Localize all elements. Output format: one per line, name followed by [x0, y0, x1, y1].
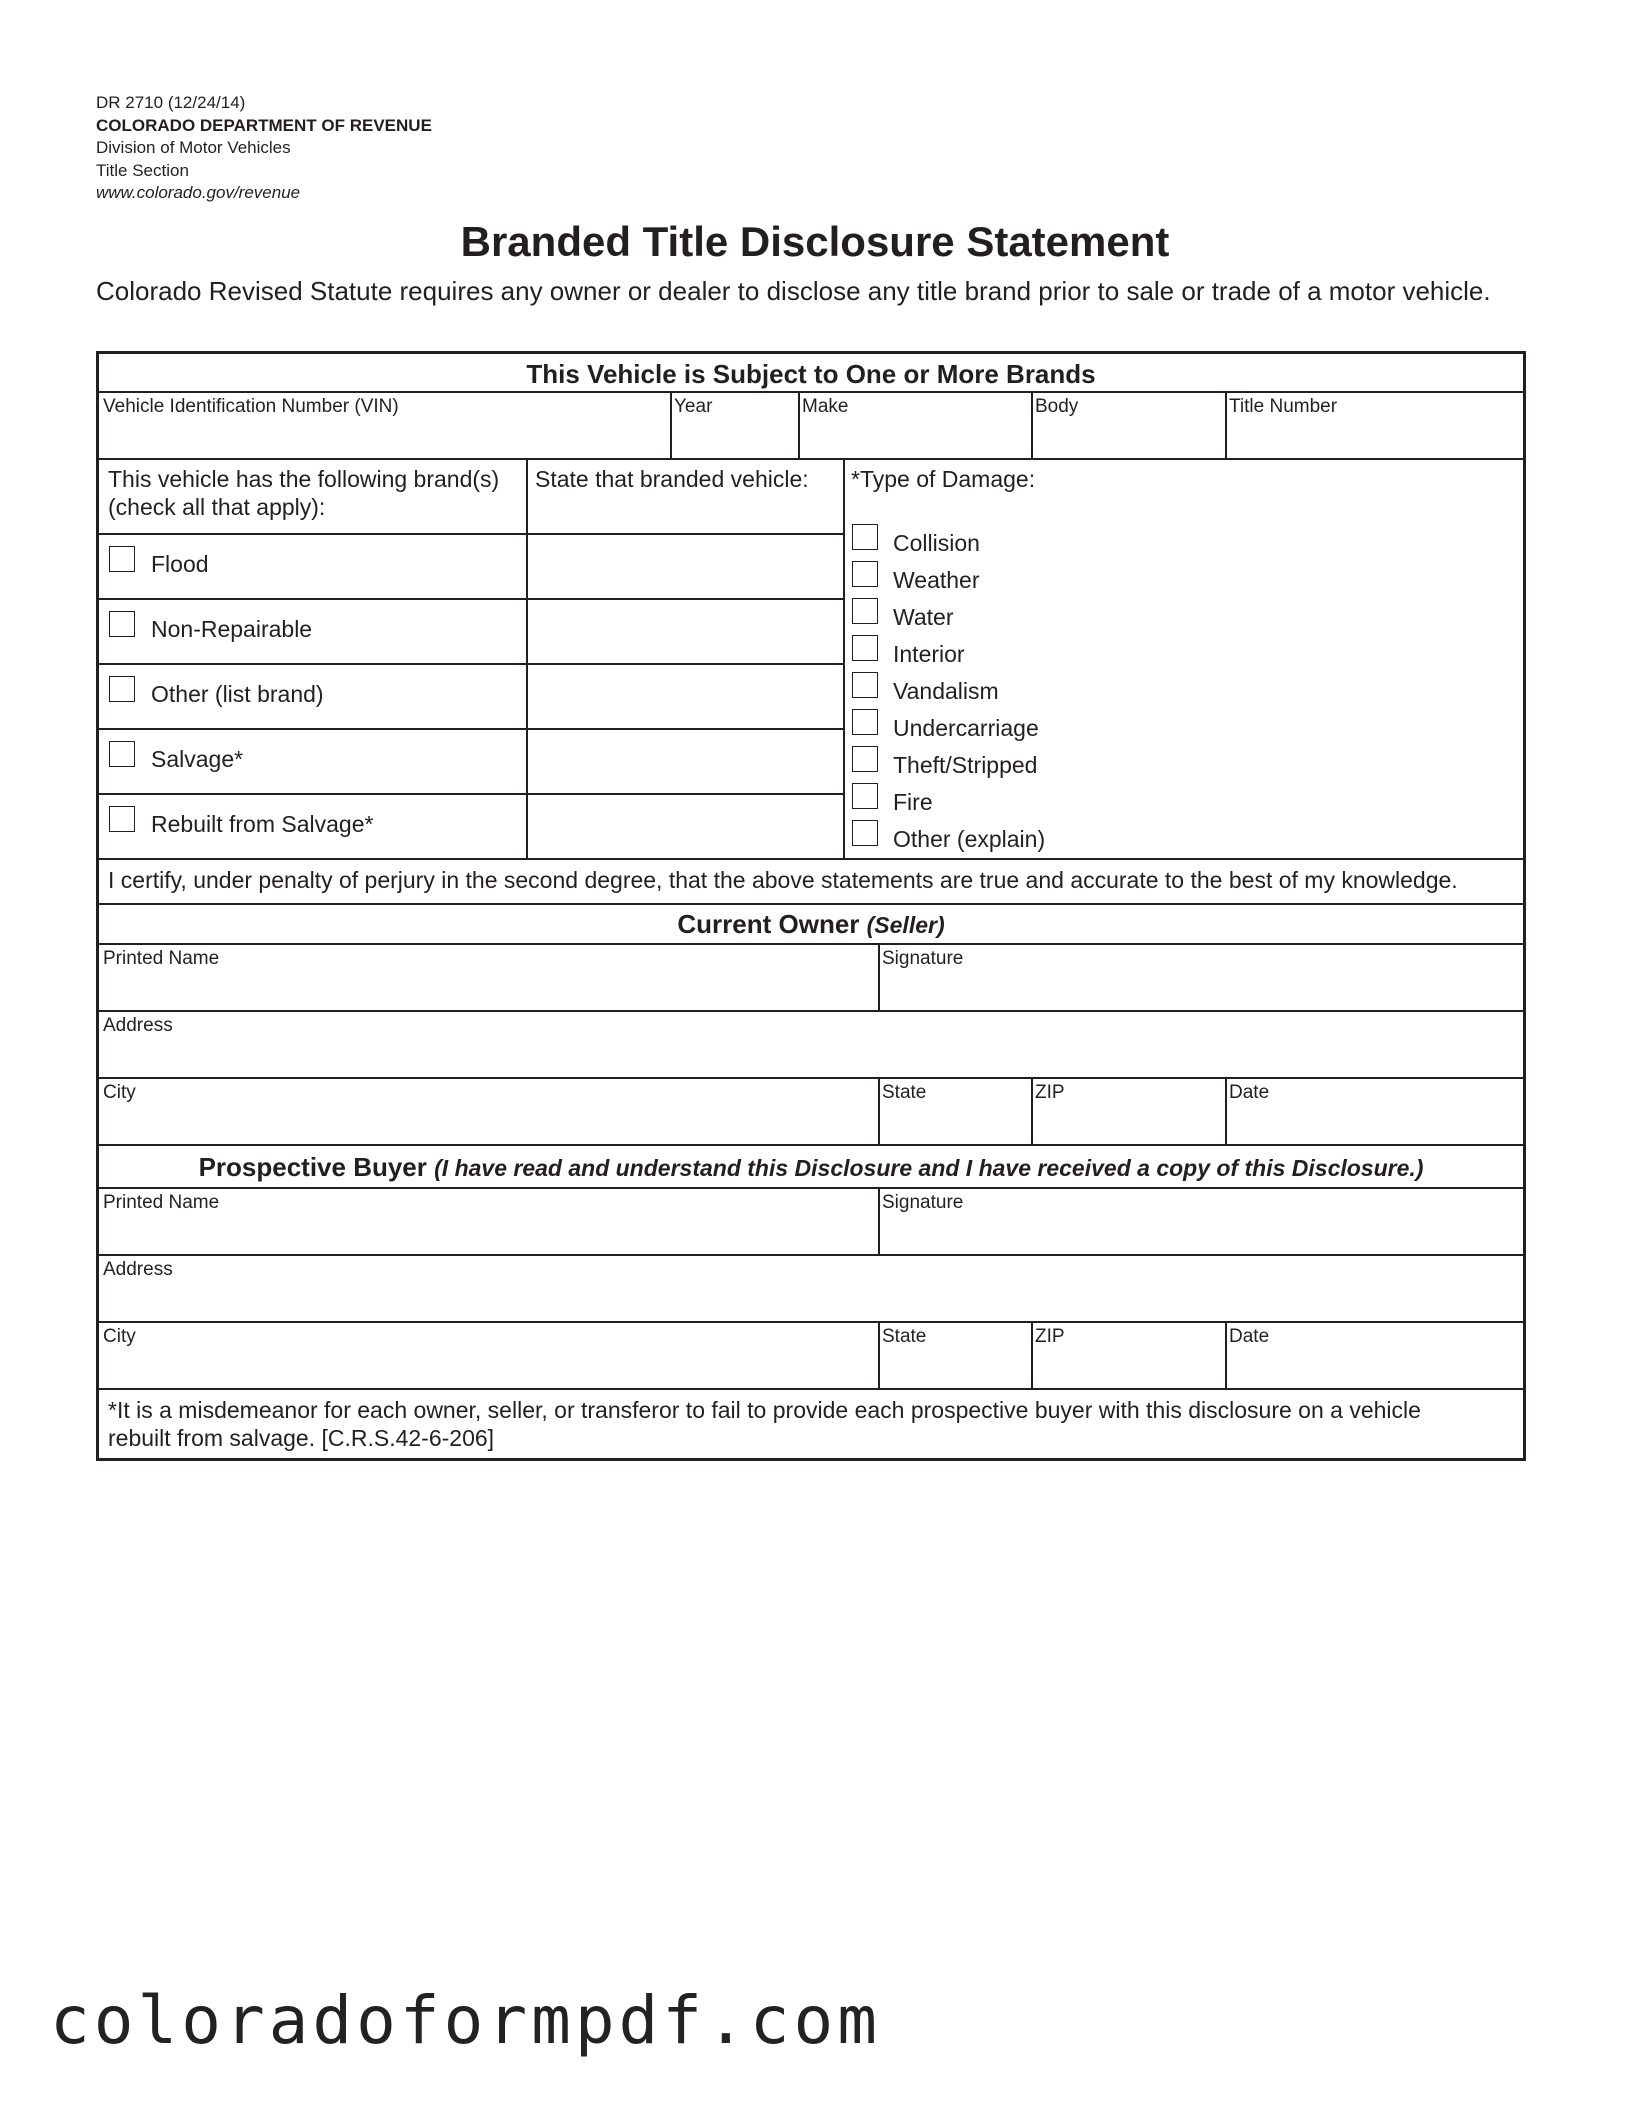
collision-label: Collision — [893, 530, 980, 556]
make-label: Make — [802, 396, 849, 417]
undercarriage-label: Undercarriage — [893, 715, 1039, 741]
vin-input[interactable] — [103, 422, 667, 454]
page-title: Branded Title Disclosure Statement — [460, 218, 1170, 265]
undercarriage-checkbox[interactable] — [852, 709, 878, 735]
seller-printed-name-input[interactable] — [103, 974, 875, 1008]
theft-stripped-checkbox[interactable] — [852, 746, 878, 772]
year-input[interactable] — [674, 422, 796, 454]
interior-label: Interior — [893, 641, 965, 667]
divider — [798, 391, 800, 458]
other-damage-checkbox[interactable] — [852, 820, 878, 846]
seller-date-input[interactable] — [1229, 1108, 1521, 1142]
rebuilt-from-salvage-checkbox[interactable] — [109, 806, 135, 832]
website: www.colorado.gov/revenue — [96, 183, 301, 202]
state-branded-label: State that branded vehicle: — [535, 466, 809, 492]
form-header — [96, 92, 432, 205]
vin-label: Vehicle Identification Number (VIN) — [103, 396, 399, 417]
theft-stripped-label: Theft/Stripped — [893, 752, 1038, 778]
buyer-address-input[interactable] — [103, 1285, 1521, 1319]
seller-heading-note: (Seller) — [866, 912, 945, 938]
vandalism-label: Vandalism — [893, 678, 999, 704]
vandalism-checkbox[interactable] — [852, 672, 878, 698]
buyer-address-label: Address — [103, 1259, 173, 1280]
buyer-zip-label: ZIP — [1035, 1326, 1065, 1347]
divider — [99, 598, 843, 600]
seller-printed-name-label: Printed Name — [103, 948, 220, 969]
divider — [99, 903, 1523, 905]
seller-zip-label: ZIP — [1035, 1082, 1065, 1103]
divider — [878, 1321, 880, 1388]
buyer-date-input[interactable] — [1229, 1352, 1521, 1386]
divider — [1031, 391, 1033, 458]
fire-checkbox[interactable] — [852, 783, 878, 809]
seller-date-label: Date — [1229, 1082, 1270, 1103]
damage-type-label: *Type of Damage: — [851, 466, 1036, 492]
other-brand-label: Other (list brand) — [151, 681, 324, 707]
year-label: Year — [674, 396, 713, 417]
seller-state-input[interactable] — [882, 1108, 1030, 1142]
interior-checkbox[interactable] — [852, 635, 878, 661]
buyer-state-input[interactable] — [882, 1352, 1030, 1386]
non-repairable-label: Non-Repairable — [151, 616, 313, 642]
divider — [99, 1077, 1523, 1079]
disclosure-form — [96, 351, 1526, 1461]
seller-zip-input[interactable] — [1035, 1108, 1223, 1142]
divider — [1031, 1321, 1033, 1388]
brands-column-label: This vehicle has the following brand(s) — [108, 466, 500, 492]
buyer-heading-note: (I have read and understand this Disclosure and I have received a copy of this Disclosure.) — [434, 1155, 1424, 1181]
seller-heading-title: Current Owner — [677, 909, 860, 939]
other-brand-state-input[interactable] — [531, 674, 841, 720]
page-subtitle: Colorado Revised Statute requires any owner or dealer to disclose any title brand prior to sale or trade of a motor vehicle. — [96, 276, 1491, 306]
department-name: COLORADO DEPARTMENT OF REVENUE — [96, 115, 432, 135]
buyer-heading-title: Prospective Buyer — [198, 1152, 427, 1182]
salvage-state-input[interactable] — [531, 739, 841, 785]
divider — [99, 943, 1523, 945]
seller-signature-input[interactable] — [882, 974, 1522, 1008]
buyer-city-input[interactable] — [103, 1352, 875, 1386]
form-id: DR 2710 (12/24/14) — [96, 93, 246, 112]
title-number-input[interactable] — [1229, 422, 1521, 454]
body-input[interactable] — [1035, 422, 1223, 454]
divider — [99, 1321, 1523, 1323]
water-checkbox[interactable] — [852, 598, 878, 624]
rebuilt-state-input[interactable] — [531, 804, 841, 850]
seller-address-label: Address — [103, 1015, 173, 1036]
flood-state-input[interactable] — [531, 544, 841, 590]
seller-address-input[interactable] — [103, 1041, 1521, 1075]
other-damage-label: Other (explain) — [893, 826, 1046, 852]
divider — [99, 391, 1523, 393]
flood-checkbox[interactable] — [109, 546, 135, 572]
make-input[interactable] — [802, 422, 1030, 454]
section-name: Title Section — [96, 160, 189, 180]
divider — [99, 793, 843, 795]
divider — [878, 1077, 880, 1144]
divider — [843, 458, 845, 858]
buyer-heading — [99, 1152, 1523, 1183]
divider — [1031, 1077, 1033, 1144]
divider — [1225, 391, 1227, 458]
buyer-city-label: City — [103, 1326, 136, 1347]
seller-city-input[interactable] — [103, 1108, 875, 1142]
buyer-date-label: Date — [1229, 1326, 1270, 1347]
footnote-line-2: rebuilt from salvage. [C.R.S.42-6-206] — [108, 1425, 495, 1451]
watermark: coloradoformpdf.com — [50, 1982, 881, 2059]
water-label: Water — [893, 604, 954, 630]
division-name: Division of Motor Vehicles — [96, 138, 291, 157]
divider — [99, 458, 1523, 460]
divider — [99, 728, 843, 730]
divider — [99, 533, 843, 535]
divider — [99, 1144, 1523, 1146]
divider — [670, 391, 672, 458]
divider — [878, 1187, 880, 1254]
salvage-checkbox[interactable] — [109, 741, 135, 767]
seller-city-label: City — [103, 1082, 136, 1103]
salvage-label: Salvage* — [151, 746, 244, 772]
seller-heading — [99, 909, 1523, 940]
buyer-zip-input[interactable] — [1035, 1352, 1223, 1386]
divider — [99, 1254, 1523, 1256]
weather-checkbox[interactable] — [852, 561, 878, 587]
seller-state-label: State — [882, 1082, 927, 1103]
rebuilt-from-salvage-label: Rebuilt from Salvage* — [151, 811, 374, 837]
divider — [99, 858, 1523, 860]
buyer-signature-label: Signature — [882, 1192, 964, 1213]
buyer-state-label: State — [882, 1326, 927, 1347]
seller-signature-label: Signature — [882, 948, 964, 969]
divider — [99, 1010, 1523, 1012]
vehicle-section-heading: This Vehicle is Subject to One or More Brands — [526, 359, 1096, 389]
body-label: Body — [1035, 396, 1079, 417]
divider — [99, 1388, 1523, 1390]
buyer-printed-name-input[interactable] — [103, 1218, 875, 1252]
collision-checkbox[interactable] — [852, 524, 878, 550]
divider — [99, 1187, 1523, 1189]
divider — [878, 943, 880, 1010]
fire-label: Fire — [893, 789, 933, 815]
divider — [1225, 1077, 1227, 1144]
flood-label: Flood — [151, 551, 209, 577]
non-repairable-state-input[interactable] — [531, 609, 841, 655]
divider — [99, 663, 843, 665]
brands-column-label-2: (check all that apply): — [108, 494, 326, 520]
other-brand-checkbox[interactable] — [109, 676, 135, 702]
weather-label: Weather — [893, 567, 980, 593]
title-number-label: Title Number — [1229, 396, 1338, 417]
divider — [1225, 1321, 1227, 1388]
divider — [526, 458, 528, 858]
buyer-signature-input[interactable] — [882, 1218, 1522, 1252]
certification-statement: I certify, under penalty of perjury in the second degree, that the above statements are true and accurate to the best of my knowledge. — [108, 867, 1458, 893]
footnote-line-1: *It is a misdemeanor for each owner, seller, or transferor to fail to provide each prospective buyer with this disclosure on a vehicle — [108, 1397, 1421, 1423]
buyer-printed-name-label: Printed Name — [103, 1192, 220, 1213]
non-repairable-checkbox[interactable] — [109, 611, 135, 637]
